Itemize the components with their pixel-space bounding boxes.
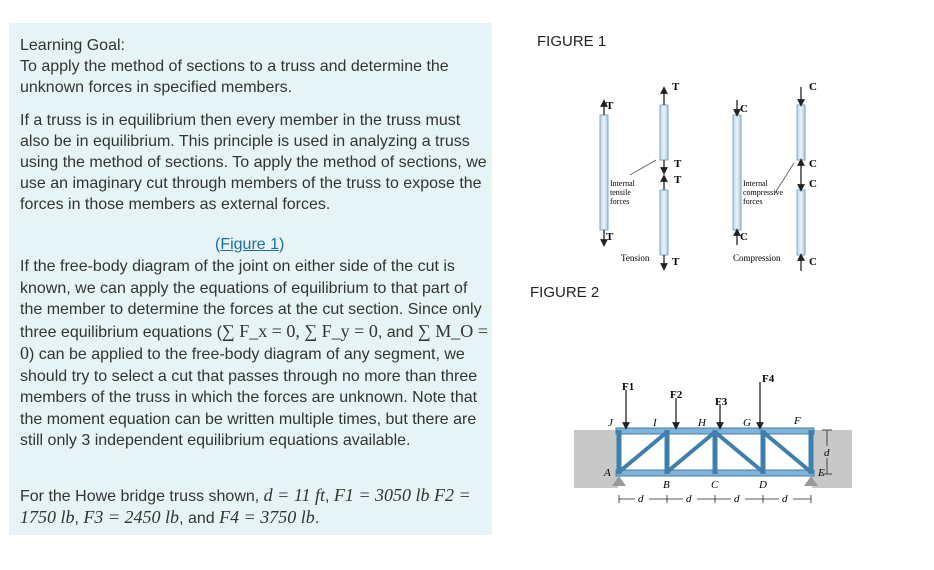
tension-t-label-a: T	[672, 81, 680, 93]
figure-1-link[interactable]: (Figure 1)	[215, 236, 285, 253]
dim-d-2: d	[686, 493, 692, 505]
problem-panel	[9, 23, 492, 535]
given-f2: F2 = 1750 lb	[20, 485, 471, 527]
force-label-f2: F2	[670, 389, 683, 401]
dim-d-1: d	[638, 493, 644, 505]
tensile-label-3: forces	[610, 197, 630, 206]
compression-c-label-b: C	[809, 158, 817, 170]
joint-label-c: C	[711, 479, 719, 491]
given-intro: For the Howe bridge truss shown,	[20, 488, 264, 505]
tension-t-label-bottom-left: T	[606, 231, 614, 243]
equilibrium-paragraph	[20, 256, 490, 452]
equilibrium-text-b: ) can be applied to the free-body diagram of any segment, we should try to select a cut that passes through no more than three members of the truss in which the forces are unknown. Note that the moment equation can be written multiple times, but there are still only 3 independent equilibrium equations available.	[20, 346, 478, 449]
given-values: For the Howe bridge truss shown, d = 11 ft, F1 = 3050 lb F2 = 1750 lb, F3 = 2450 lb, and F4 = 3750 lb.	[20, 485, 471, 527]
given-d: d = 11 ft	[263, 485, 325, 505]
equation-sum-fy: ∑ F_y = 0	[304, 320, 378, 341]
joint-label-d: D	[759, 479, 767, 491]
force-label-f1: F1	[622, 381, 635, 393]
compressive-label-1: Internal	[743, 179, 768, 188]
compression-c-label-a: C	[809, 81, 817, 93]
dim-d-3: d	[734, 493, 740, 505]
compression-member-right	[797, 105, 805, 160]
joint-label-f: F	[794, 415, 801, 427]
tensile-label-2: tensile	[610, 188, 631, 197]
joint-label-a: A	[604, 467, 611, 479]
figure-1-label: FIGURE 1	[537, 33, 607, 50]
force-label-f3: F3	[715, 396, 728, 408]
equation-sum-mo: ∑ M_O = 0	[20, 320, 488, 363]
compression-c-label-top-left: C	[740, 103, 748, 115]
tension-t-label-top-left: T	[606, 100, 614, 112]
joint-label-g: G	[743, 417, 751, 429]
compression-c-label-bottom-left: C	[740, 231, 748, 243]
joint-label-e: E	[818, 467, 825, 479]
equilibrium-text-a: If the free-body diagram of the joint on either side of the cut is known, we can apply the equations of equilibrium to that part of the member to determine the forces at the cut section. Since only three equilibrium equations (	[20, 258, 482, 341]
joint-label-i: I	[653, 417, 657, 429]
figure-2-label: FIGURE 2	[530, 284, 600, 301]
tension-t-label-b: T	[674, 158, 682, 170]
compressive-label-2: compressive	[743, 188, 783, 197]
compression-member-left	[733, 115, 741, 230]
learning-goal-title: Learning Goal:	[20, 37, 125, 54]
joint-label-j: J	[608, 417, 613, 429]
dim-d-vertical: d	[824, 447, 830, 459]
tension-t-label-c: T	[674, 174, 682, 186]
figure-2-truss	[572, 368, 852, 518]
learning-goal-text: To apply the method of sections to a truss and determine the unknown forces in specified members.	[20, 58, 449, 96]
and-text: , and	[377, 323, 418, 341]
intro-paragraph: If a truss is in equilibrium then every member in the truss must also be in equilibrium. This principle is used in analyzing a truss using the method of sections. To apply the method of sections, we use an imaginary cut through members of the truss to expose the forces in those members as external forces.	[20, 112, 487, 213]
joint-label-b: B	[663, 479, 670, 491]
compression-member-right-lower	[797, 190, 805, 255]
figure-1-diagram	[590, 75, 840, 275]
tension-caption: Tension	[621, 253, 650, 263]
compressive-label-3: forces	[743, 197, 763, 206]
compression-c-label-c: C	[809, 178, 817, 190]
figure-1-link-text[interactable]: Figure 1	[220, 236, 280, 253]
equation-sum-fx: ∑ F_x = 0,	[221, 320, 300, 341]
force-label-f4: F4	[762, 373, 775, 385]
tension-member-left	[600, 115, 608, 230]
given-f4: F4 = 3750 lb	[219, 507, 315, 527]
compression-caption: Compression	[733, 253, 781, 263]
compression-c-label-d: C	[809, 256, 817, 268]
tension-t-label-d: T	[672, 256, 680, 268]
given-f3: F3 = 2450 lb	[83, 507, 180, 527]
tension-member-right	[660, 105, 668, 160]
dim-d-4: d	[782, 493, 788, 505]
tensile-label-1: Internal	[610, 179, 635, 188]
tension-member-right-lower	[660, 190, 668, 255]
given-f1: F1 = 3050 lb	[333, 485, 430, 505]
joint-label-h: H	[698, 417, 706, 429]
